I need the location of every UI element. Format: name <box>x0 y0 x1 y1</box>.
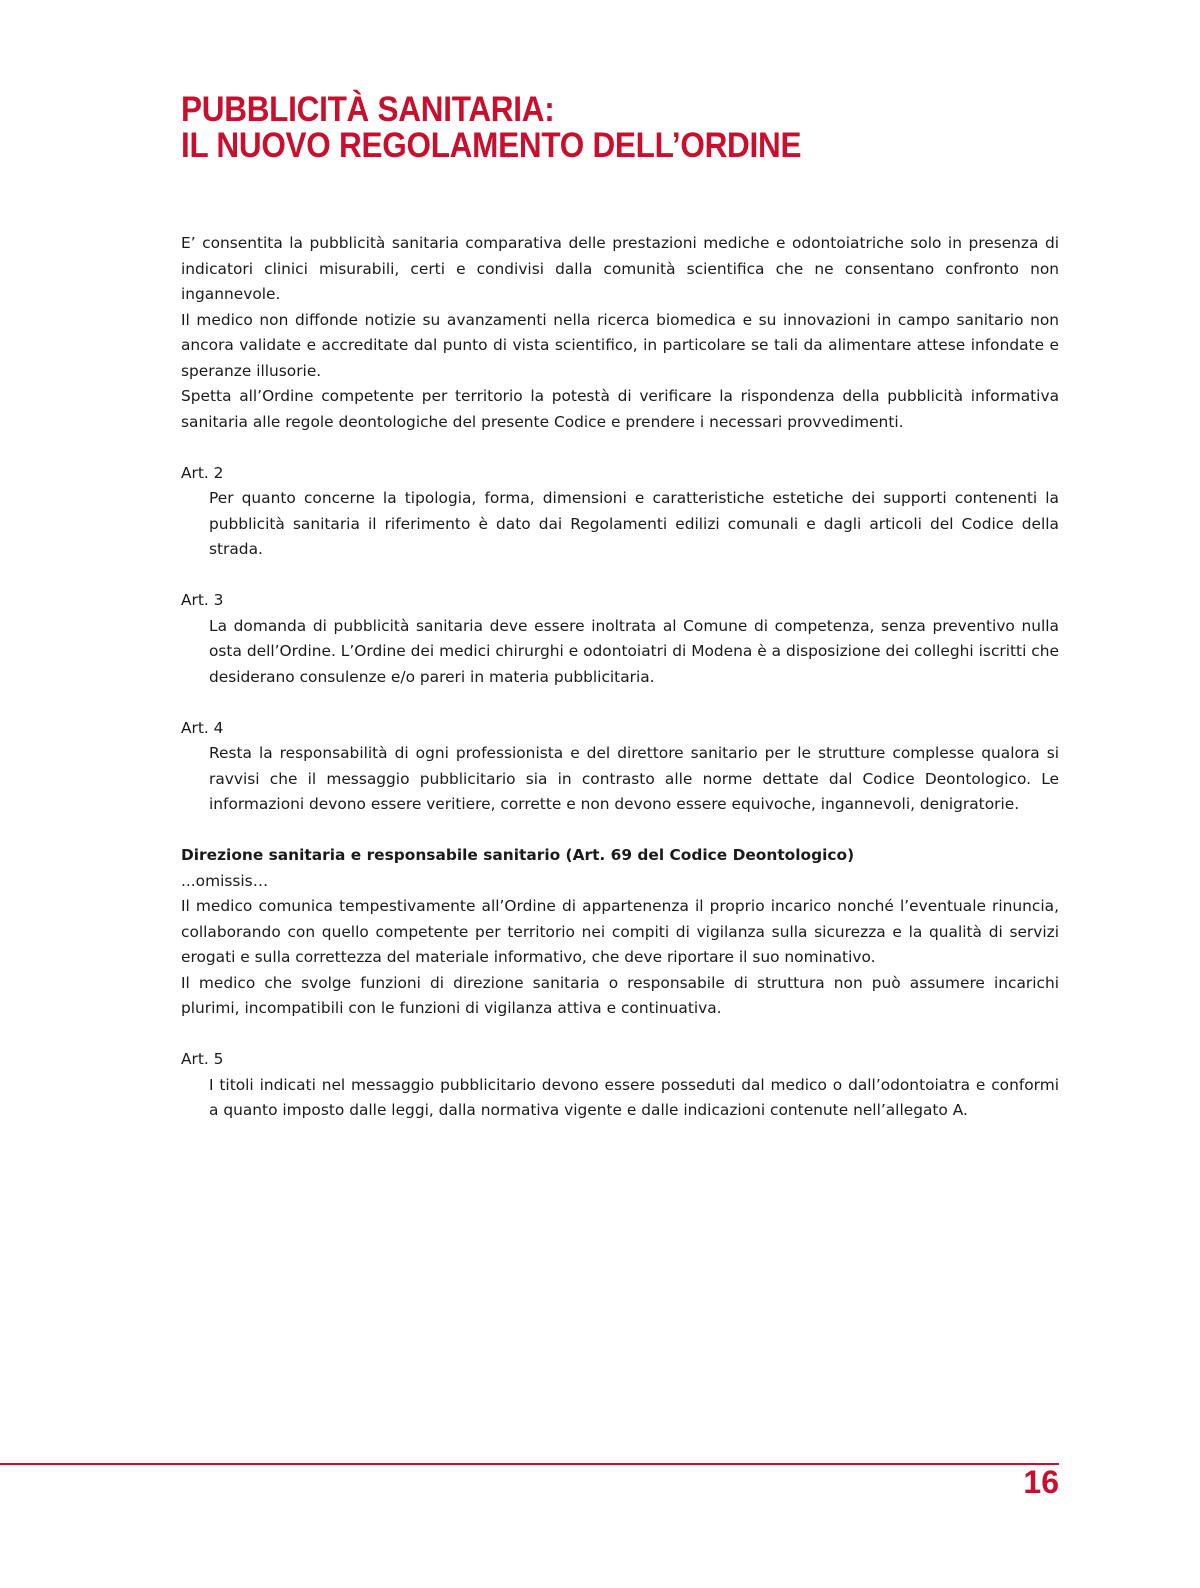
direzione-paragraph-2: Il medico che svolge funzioni di direzione sanitaria o responsabile di struttura non può assumere incarichi plurimi, incompatibili con le funzioni di vigilanza attiva e continuativa. <box>181 973 1059 1017</box>
art3-heading: Art. 3 <box>181 591 224 609</box>
spacer <box>181 435 1059 461</box>
direzione-heading: Direzione sanitaria e responsabile sanitario (Art. 69 del Codice Deontologico) <box>181 846 855 864</box>
art4-text: Resta la responsabilità di ogni professionista e del direttore sanitario per le strutture complesse qualora si ravvisi che il messaggio pubblicitario sia in contrasto alle norme dettate dal Codice Deontologico. Le informazioni devono essere veritiere, corrette e non devono essere equivoche, ingannevoli, denigratorie. <box>209 744 1059 813</box>
spacer <box>181 563 1059 589</box>
intro-paragraph-2: Il medico non diffonde notizie su avanzamenti nella ricerca biomedica e su innovazioni in campo sanitario non ancora validate e accreditate dal punto di vista scientifico, in particolare se tali da alimentare attese infondate e speranze illusorie. <box>181 310 1059 380</box>
art2-text: Per quanto concerne la tipologia, forma, dimensioni e caratteristiche estetiche dei supporti contenenti la pubblicità sanitaria il riferimento è dato dai Regolamenti edilizi comunali e dagli articoli del Codice della strada. <box>209 489 1059 558</box>
spacer <box>181 818 1059 844</box>
intro-paragraph-1: E’ consentita la pubblicità sanitaria comparativa delle prestazioni mediche e odontoiatriche solo in presenza di indicatori clinici misurabili, certi e condivisi dalla comunità scientifica che ne consentano confronto non ingannevole. <box>181 234 1059 303</box>
art3-text: La domanda di pubblicità sanitaria deve essere inoltrata al Comune di competenza, senza preventivo nulla osta dell’Ordine. L’Ordine dei medici chirurghi e odontoiatri di Modena è a disposizione dei colleghi iscritti che desiderano consulenze e/o pareri in materia pubblicitaria. <box>209 616 1059 686</box>
direzione-paragraph-1: Il medico comunica tempestivamente all’Ordine di appartenenza il proprio incarico nonché l’eventuale rinuncia, collaborando con quello competente per territorio nei compiti di vigilanza sulla sicurezza e la qualità di servizi erogati e sulla correttezza del materiale informativo, che deve riportare il suo nominativo. <box>181 897 1059 966</box>
art4-heading: Art. 4 <box>181 718 224 737</box>
art5-heading: Art. 5 <box>181 1050 224 1068</box>
direzione-omissis: ...omissis… <box>181 871 269 890</box>
art5-text: I titoli indicati nel messaggio pubblicitario devono essere posseduti dal medico o dall’odontoiatra e conformi a quanto imposto dalle leggi, dalla normativa vigente e dalle indicazioni contenute nell’allegato A. <box>209 1075 1059 1119</box>
title-line-2: IL NUOVO REGOLAMENTO DELL’ORDINE <box>181 126 802 165</box>
page-number: 16 <box>1023 1464 1059 1500</box>
intro-paragraph-3: Spetta all’Ordine competente per territorio la potestà di verificare la rispondenza della pubblicità informativa sanitaria alle regole deontologiche del presente Codice e prendere i necessari provvedimenti. <box>181 387 1059 431</box>
spacer <box>181 1022 1059 1048</box>
page-title <box>181 92 991 164</box>
art2-heading: Art. 2 <box>181 463 224 482</box>
title-line-1: PUBBLICITÀ SANITARIA: <box>181 90 555 129</box>
footer-rule <box>0 1463 1059 1465</box>
spacer <box>181 690 1059 716</box>
document-body <box>181 231 1059 1124</box>
